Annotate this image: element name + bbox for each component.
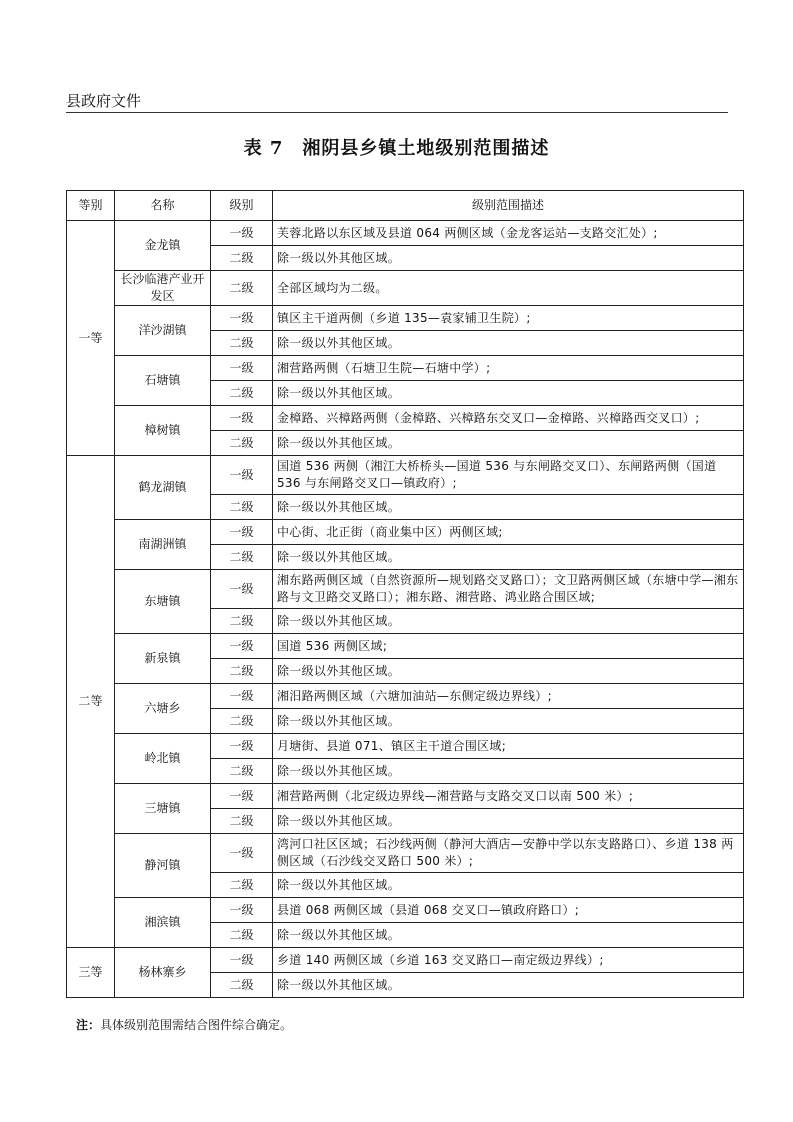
description-cell: 除一级以外其他区域。 xyxy=(273,431,744,456)
town-name-cell: 鹤龙湖镇 xyxy=(115,456,211,520)
table-row xyxy=(67,221,744,246)
level-cell: 二级 xyxy=(211,659,273,684)
level-cell: 一级 xyxy=(211,406,273,431)
description-cell: 除一级以外其他区域。 xyxy=(273,709,744,734)
description-cell: 除一级以外其他区域。 xyxy=(273,495,744,520)
table-row xyxy=(67,634,744,659)
level-cell: 一级 xyxy=(211,684,273,709)
footnote xyxy=(76,1016,292,1033)
table-row xyxy=(67,456,744,495)
level-cell: 二级 xyxy=(211,495,273,520)
description-cell: 除一级以外其他区域。 xyxy=(273,973,744,998)
level-cell: 一级 xyxy=(211,784,273,809)
description-cell: 除一级以外其他区域。 xyxy=(273,923,744,948)
description-cell: 除一级以外其他区域。 xyxy=(273,873,744,898)
level-cell: 二级 xyxy=(211,246,273,271)
table-row xyxy=(67,406,744,431)
town-name-cell: 新泉镇 xyxy=(115,634,211,684)
level-cell: 二级 xyxy=(211,809,273,834)
table-row xyxy=(67,271,744,306)
description-cell: 湘营路两侧（石塘卫生院—石塘中学）; xyxy=(273,356,744,381)
level-cell: 一级 xyxy=(211,356,273,381)
town-name-cell: 湘滨镇 xyxy=(115,898,211,948)
grade-cell: 一等 xyxy=(67,221,115,456)
description-cell: 芙蓉北路以东区域及县道 064 两侧区域（金龙客运站—支路交汇处）; xyxy=(273,221,744,246)
town-name-cell: 石塘镇 xyxy=(115,356,211,406)
table-row xyxy=(67,356,744,381)
table-row xyxy=(67,948,744,973)
level-cell: 二级 xyxy=(211,381,273,406)
column-header-name: 名称 xyxy=(115,191,211,221)
table-row xyxy=(67,784,744,809)
level-cell: 一级 xyxy=(211,948,273,973)
level-cell: 二级 xyxy=(211,873,273,898)
description-cell: 除一级以外其他区域。 xyxy=(273,331,744,356)
level-cell: 一级 xyxy=(211,634,273,659)
town-name-cell: 南湖洲镇 xyxy=(115,520,211,570)
description-cell: 湾河口社区区域；石沙线两侧（静河大酒店—安静中学以东支路路口）、乡道 138 两侧区域（石沙线交叉路口 500 米）; xyxy=(273,834,744,873)
town-name-cell: 三塘镇 xyxy=(115,784,211,834)
town-name-cell: 樟树镇 xyxy=(115,406,211,456)
description-cell: 湘汨路两侧区域（六塘加油站—东侧定级边界线）; xyxy=(273,684,744,709)
town-name-cell: 静河镇 xyxy=(115,834,211,898)
table-body xyxy=(67,221,744,998)
description-cell: 全部区域均为二级。 xyxy=(273,271,744,306)
footnote-label: 注： xyxy=(76,1018,101,1032)
town-name-cell: 长沙临港产业开发区 xyxy=(115,271,211,306)
level-cell: 二级 xyxy=(211,923,273,948)
level-cell: 二级 xyxy=(211,431,273,456)
description-cell: 除一级以外其他区域。 xyxy=(273,545,744,570)
description-cell: 国道 536 两侧（湘江大桥桥头—国道 536 与东闸路交叉口）、东闸路两侧（国道 536 与东闸路交叉口—镇政府）; xyxy=(273,456,744,495)
table-row xyxy=(67,306,744,331)
level-cell: 二级 xyxy=(211,271,273,306)
description-cell: 镇区主干道两侧（乡道 135—袁家铺卫生院）; xyxy=(273,306,744,331)
level-cell: 一级 xyxy=(211,834,273,873)
description-cell: 月塘街、县道 071、镇区主干道合围区域; xyxy=(273,734,744,759)
table-title: 表 7 湘阴县乡镇土地级别范围描述 xyxy=(243,138,550,159)
grade-cell: 三等 xyxy=(67,948,115,998)
description-cell: 湘营路两侧（北定级边界线—湘营路与支路交叉口以南 500 米）; xyxy=(273,784,744,809)
level-cell: 二级 xyxy=(211,759,273,784)
level-cell: 一级 xyxy=(211,734,273,759)
footnote-text: 具体级别范围需结合图件综合确定。 xyxy=(100,1018,293,1032)
town-name-cell: 洋沙湖镇 xyxy=(115,306,211,356)
level-cell: 一级 xyxy=(211,570,273,609)
level-cell: 二级 xyxy=(211,545,273,570)
table-row xyxy=(67,570,744,609)
town-name-cell: 杨林寨乡 xyxy=(115,948,211,998)
description-cell: 湘东路两侧区域（自然资源所—规划路交叉路口）；文卫路两侧区域（东塘中学—湘东路与文卫路交叉路口）；湘东路、湘营路、鸿业路合围区域; xyxy=(273,570,744,609)
description-cell: 乡道 140 两侧区域（乡道 163 交叉路口—南定级边界线）; xyxy=(273,948,744,973)
table-row xyxy=(67,898,744,923)
town-name-cell: 东塘镇 xyxy=(115,570,211,634)
town-name-cell: 岭北镇 xyxy=(115,734,211,784)
description-cell: 除一级以外其他区域。 xyxy=(273,246,744,271)
level-cell: 二级 xyxy=(211,331,273,356)
header-divider xyxy=(66,112,728,113)
table-row xyxy=(67,520,744,545)
table-row xyxy=(67,834,744,873)
level-cell: 一级 xyxy=(211,221,273,246)
description-cell: 除一级以外其他区域。 xyxy=(273,381,744,406)
description-cell: 金樟路、兴樟路两侧（金樟路、兴樟路东交叉口—金樟路、兴樟路西交叉口）; xyxy=(273,406,744,431)
town-name-cell: 六塘乡 xyxy=(115,684,211,734)
description-cell: 县道 068 两侧区域（县道 068 交叉口—镇政府路口）; xyxy=(273,898,744,923)
column-header-description: 级别范围描述 xyxy=(273,191,744,221)
table-header-row xyxy=(67,191,744,221)
grade-cell: 二等 xyxy=(67,456,115,948)
level-cell: 二级 xyxy=(211,709,273,734)
description-cell: 除一级以外其他区域。 xyxy=(273,659,744,684)
level-cell: 一级 xyxy=(211,898,273,923)
description-cell: 除一级以外其他区域。 xyxy=(273,809,744,834)
column-header-level: 级别 xyxy=(211,191,273,221)
land-grade-table xyxy=(66,190,744,998)
description-cell: 除一级以外其他区域。 xyxy=(273,759,744,784)
level-cell: 一级 xyxy=(211,306,273,331)
town-name-cell: 金龙镇 xyxy=(115,221,211,271)
level-cell: 二级 xyxy=(211,973,273,998)
description-cell: 国道 536 两侧区域; xyxy=(273,634,744,659)
table-row xyxy=(67,684,744,709)
level-cell: 一级 xyxy=(211,456,273,495)
description-cell: 中心街、北正街（商业集中区）两侧区域; xyxy=(273,520,744,545)
level-cell: 二级 xyxy=(211,609,273,634)
column-header-grade: 等别 xyxy=(67,191,115,221)
table-row xyxy=(67,734,744,759)
description-cell: 除一级以外其他区域。 xyxy=(273,609,744,634)
level-cell: 一级 xyxy=(211,520,273,545)
document-header-label: 县政府文件 xyxy=(66,92,142,110)
